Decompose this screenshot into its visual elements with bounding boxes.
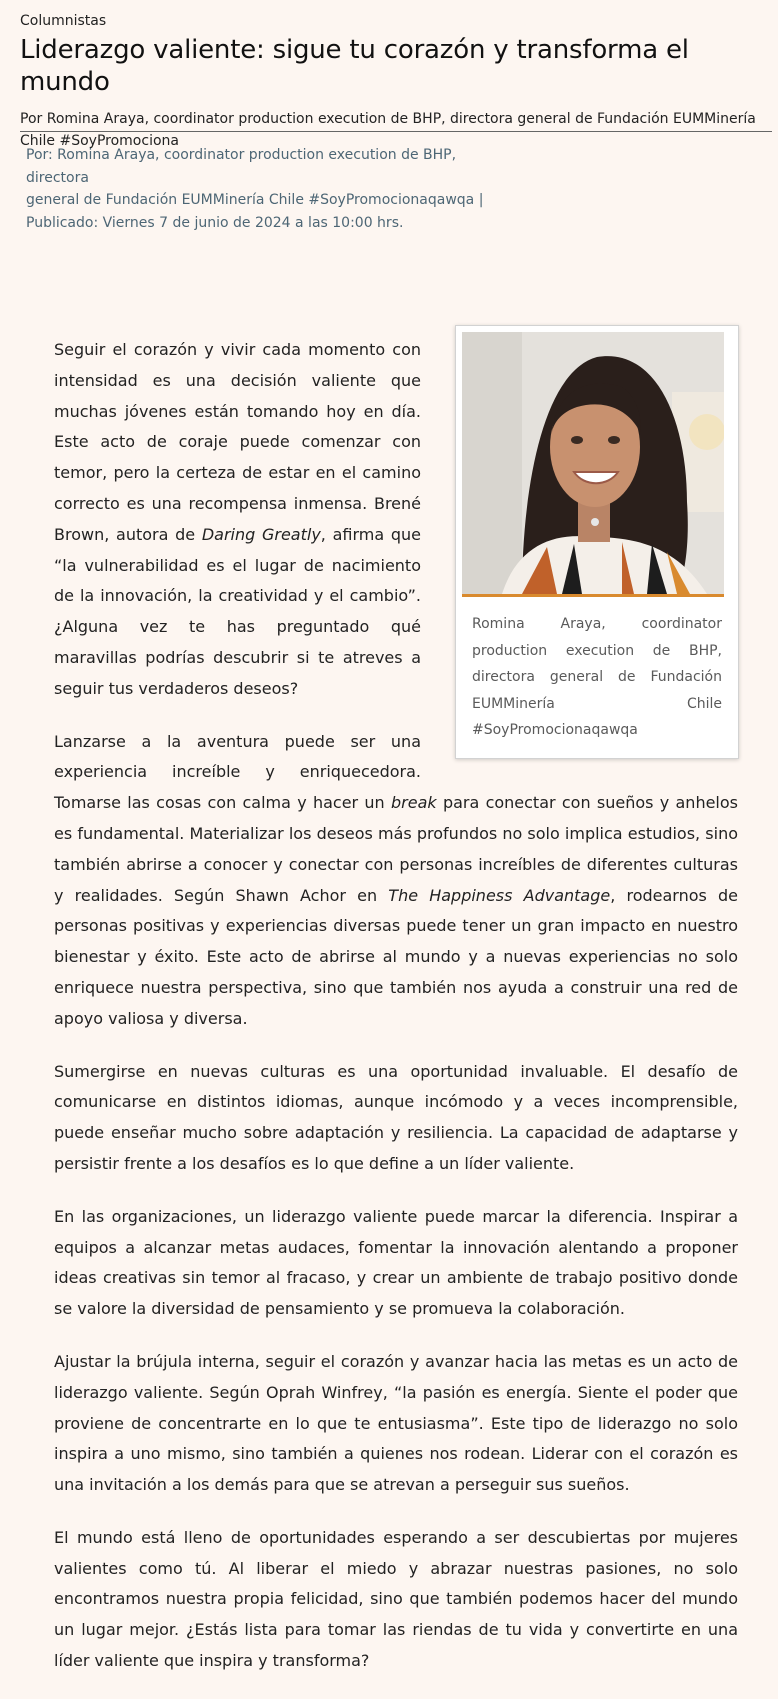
author-portrait-image — [462, 332, 724, 594]
emphasis-break: break — [391, 793, 437, 813]
article-subtitle: Por Romina Araya, coordinator production execution de BHP, directora general de Fundación EUMMinería Chile #SoyPromociona — [20, 111, 756, 149]
byline — [26, 144, 506, 234]
author-photo[interactable] — [462, 332, 724, 597]
book-title-daring-greatly: Daring Greatly — [201, 524, 321, 544]
byline-line-3: Publicado: Viernes 7 de junio de 2024 a las 10:00 hrs. — [26, 214, 404, 231]
section-label[interactable]: Columnistas — [20, 13, 107, 29]
paragraph-4: En las organizaciones, un liderazgo valiente puede marcar la diferencia. Inspirar a equipos a alcanzar metas audaces, fomentar la innovación alentando a proponer ideas creativas sin temor al fracaso, y crear un ambiente de trabajo positivo donde se valore la diversidad de pensamiento y se promueva la colaboración. — [54, 1206, 738, 1319]
book-title-happiness-advantage: The Happiness Advantage — [388, 885, 611, 905]
paragraph-2-text-a: Lanzarse a la aventura puede ser una experiencia increíble y enriquecedora. Tomarse las cosas con calma y hacer un — [54, 731, 421, 813]
paragraph-3: Sumergirse en nuevas culturas es una oportunidad invaluable. El desafío de comunicarse en distintos idiomas, aunque incómodo y a veces incomprensible, puede enseñar mucho sobre adaptación y resiliencia. La capacidad de adaptarse y persistir frente a los desafíos es lo que define a un líder valiente. — [54, 1061, 738, 1173]
paragraph-5: Ajustar la brújula interna, seguir el corazón y avanzar hacia las metas es un acto de liderazgo valiente. Según Oprah Winfrey, “la pasión es energía. Siente el poder que proviene de concentrarte en lo que te entusiasma”. Este tipo de liderazgo no solo inspira a uno mismo, sino también a quienes nos rodean. Liderar con el corazón es una invitación a los demás para que se atrevan a perseguir sus sueños. — [54, 1351, 738, 1495]
paragraph-2-text-c: , rodearnos de personas positivas y experiencias diversas puede tener un gran impacto en nuestro bienestar y éxito. Este acto de abrirse al mundo y a nuevas experiencias no solo enriquece nuestra perspectiva, sino que también nos ayuda a construir una red de apoyo valiosa y diversa. — [54, 885, 739, 1028]
paragraph-6: El mundo está lleno de oportunidades esperando a ser descubiertas por mujeres valientes como tú. Al liberar el miedo y abrazar nuestras pasiones, no solo encontramos nuestra propia felicidad, sino que también podemos hacer del mundo un lugar mejor. ¿Estás lista para tomar las riendas de tu vida y convertirte en una líder valiente que inspira y transforma? — [54, 1527, 738, 1671]
paragraph-1-text-a: Seguir el corazón y vivir cada momento con intensidad es una decisión valiente que muchas jóvenes están tomando hoy en día. Este acto de coraje puede comenzar con temor, pero la certeza de estar en el camino correcto es una recompensa inmensa. Brené Brown, autora de — [54, 340, 421, 544]
page-title: Liderazgo valiente: sigue tu corazón y transforma el mundo — [20, 35, 689, 97]
article-body — [54, 333, 738, 1699]
paragraph-2 — [54, 727, 738, 1035]
byline-line-1: Por: Romina Araya, coordinator production execution de BHP, directora — [26, 147, 457, 186]
byline-line-2: general de Fundación EUMMinería Chile #SoyPromocionaqawqa | — [26, 192, 484, 208]
paragraph-2-text-b: para conectar con sueños y anhelos es fundamental. Materializar los deseos más profundos no solo implica estudios, sino también abrirse a conocer y conectar con personas increíbles de diferentes culturas y realidades. Según Shawn Achor en — [54, 793, 739, 905]
header-divider — [20, 131, 772, 132]
paragraph-1-text-b: , afirma que “la vulnerabilidad es el lugar de nacimiento de la innovación, la creatividad y el cambio”. ¿Alguna vez te has preguntado qué maravillas podrías descubrir si te atreves a seguir tus verdaderos deseos? — [54, 524, 422, 698]
figure-caption: Romina Araya, coordinator production execution de BHP, directora general de Fundación EUMMinería Chile #SoyPromocionaqawqa — [472, 616, 722, 738]
author-figure — [455, 325, 739, 759]
